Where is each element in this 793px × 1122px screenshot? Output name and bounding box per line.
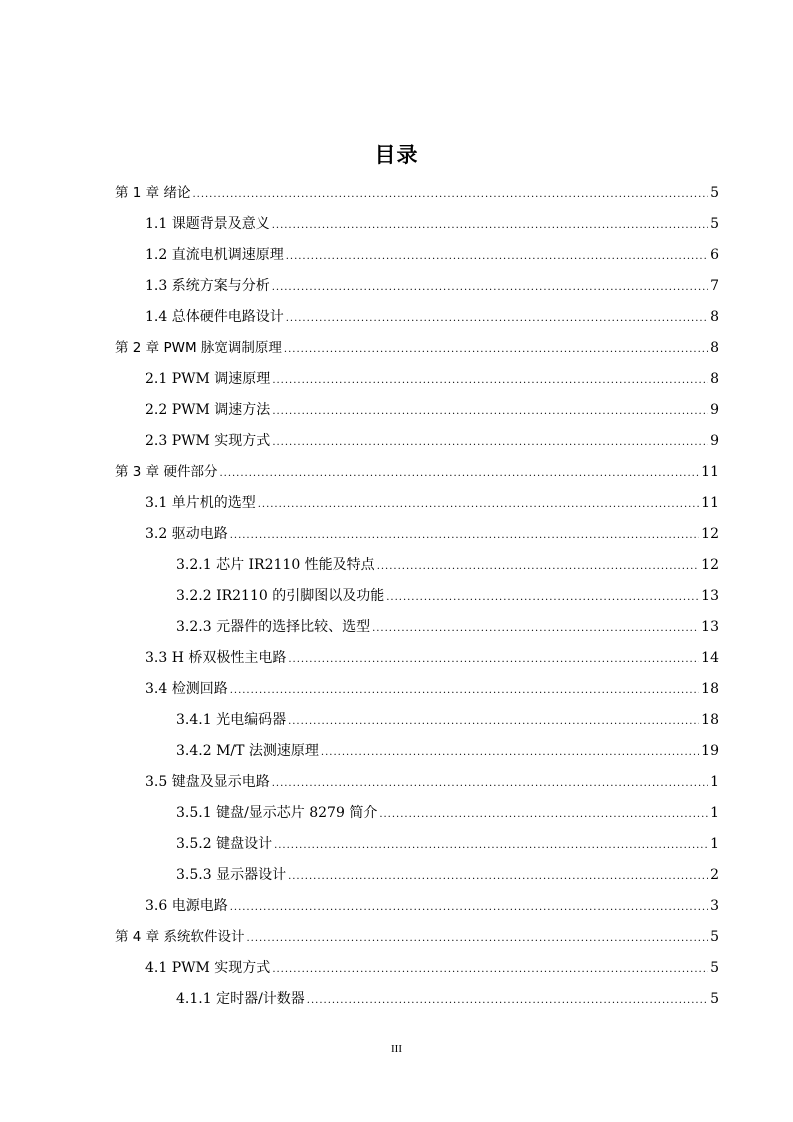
toc-entry-page-number: 5 <box>710 185 719 201</box>
page-title: 目录 <box>374 143 419 167</box>
toc-entry-label: 3.4.1 光电编码器 <box>176 712 287 728</box>
toc-entry-label: 3.2.3 元器件的选择比较、选型 <box>176 619 371 635</box>
toc-entry-label: 第 4 章 系统软件设计 <box>115 929 245 945</box>
toc-entry-label: 3.6 电源电路 <box>145 898 228 914</box>
toc-entry-page-number: 19 <box>701 743 719 759</box>
toc-dot-leader <box>286 241 708 272</box>
toc-entry-page-number: 12 <box>701 557 719 573</box>
toc-entry[interactable] <box>145 488 719 519</box>
toc-entry[interactable] <box>115 178 719 209</box>
toc-entry[interactable] <box>176 736 719 767</box>
toc-entry-page-number: 7 <box>710 278 719 294</box>
toc-dot-leader <box>377 551 699 582</box>
toc-entry-label: 1.1 课题背景及意义 <box>145 216 270 232</box>
toc-entry-label: 3.5.2 键盘设计 <box>176 836 273 852</box>
toc-dot-leader <box>372 613 699 644</box>
toc-entry-label: 第 3 章 硬件部分 <box>115 464 218 480</box>
toc-entry-page-number: 9 <box>710 433 719 449</box>
toc-dot-leader <box>321 737 699 768</box>
toc-dot-leader <box>192 179 708 210</box>
toc-entry-label: 3.3 H 桥双极性主电路 <box>145 650 287 666</box>
toc-entry-label: 3.4.2 M/T 法测速原理 <box>176 743 319 759</box>
toc-entry-page-number: 18 <box>701 681 719 697</box>
toc-entry[interactable] <box>145 953 719 984</box>
toc-dot-leader <box>272 954 708 985</box>
toc-dot-leader <box>272 768 708 799</box>
toc-entry-label: 3.5.1 键盘/显示芯片 8279 简介 <box>176 805 378 821</box>
toc-entry[interactable] <box>176 860 719 891</box>
toc-entry-page-number: 8 <box>710 309 719 325</box>
toc-entry-page-number: 8 <box>710 340 719 356</box>
toc-entry-label: 3.5.3 显示器设计 <box>176 867 287 883</box>
toc-entry[interactable] <box>145 426 719 457</box>
toc-entry[interactable] <box>115 922 719 953</box>
toc-entry[interactable] <box>145 395 719 426</box>
page-number: III <box>391 1043 402 1055</box>
toc-entry[interactable] <box>145 643 719 674</box>
toc-entry[interactable] <box>145 209 719 240</box>
toc-entry[interactable] <box>176 550 719 581</box>
toc-entry[interactable] <box>176 798 719 829</box>
toc-entry-label: 1.4 总体硬件电路设计 <box>145 309 284 325</box>
toc-entry-label: 1.2 直流电机调速原理 <box>145 247 284 263</box>
toc-dot-leader <box>219 458 699 489</box>
toc-entry-page-number: 1 <box>710 836 719 852</box>
toc-entry-label: 3.5 键盘及显示电路 <box>145 774 270 790</box>
toc-entry[interactable] <box>145 767 719 798</box>
toc-entry-page-number: 2 <box>710 867 719 883</box>
toc-dot-leader <box>272 396 708 427</box>
toc-entry-label: 3.2.1 芯片 IR2110 性能及特点 <box>176 557 375 573</box>
toc-dot-leader <box>230 675 699 706</box>
toc-dot-leader <box>272 272 708 303</box>
toc-entry-page-number: 11 <box>701 464 719 480</box>
toc-dot-leader <box>258 489 699 520</box>
toc-dot-leader <box>246 923 708 954</box>
toc-entry-page-number: 1 <box>710 774 719 790</box>
toc-entry[interactable] <box>176 581 719 612</box>
toc-entry[interactable] <box>176 984 719 1015</box>
toc-entry-page-number: 18 <box>701 712 719 728</box>
toc-entry-label: 3.2.2 IR2110 的引脚图以及功能 <box>176 588 385 604</box>
toc-entry-page-number: 1 <box>710 805 719 821</box>
toc-entry[interactable] <box>145 364 719 395</box>
toc-dot-leader <box>274 830 708 861</box>
toc-entry[interactable] <box>145 271 719 302</box>
toc-entry-label: 2.3 PWM 实现方式 <box>145 433 271 449</box>
toc-entry-label: 3.1 单片机的选型 <box>145 495 256 511</box>
toc-entry-label: 1.3 系统方案与分析 <box>145 278 270 294</box>
toc-dot-leader <box>288 706 699 737</box>
toc-entry-page-number: 13 <box>701 588 719 604</box>
toc-entry[interactable] <box>145 891 719 922</box>
toc-dot-leader <box>379 799 708 830</box>
toc-dot-leader <box>230 520 699 551</box>
toc-entry-label: 第 2 章 PWM 脉宽调制原理 <box>115 340 282 356</box>
toc-entry-page-number: 13 <box>701 619 719 635</box>
toc-dot-leader <box>230 892 708 923</box>
toc-entry-label: 第 1 章 绪论 <box>115 185 191 201</box>
toc-dot-leader <box>288 861 708 892</box>
toc-entry-label: 3.2 驱动电路 <box>145 526 228 542</box>
toc-entry[interactable] <box>145 302 719 333</box>
toc-dot-leader <box>272 427 708 458</box>
toc-dot-leader <box>286 303 708 334</box>
toc-entry[interactable] <box>145 240 719 271</box>
toc-entry[interactable] <box>176 705 719 736</box>
toc-entry-label: 2.1 PWM 调速原理 <box>145 371 271 387</box>
toc-entry-page-number: 5 <box>710 216 719 232</box>
toc-dot-leader <box>272 210 708 241</box>
toc-dot-leader <box>386 582 699 613</box>
toc-dot-leader <box>284 334 708 365</box>
toc-dot-leader <box>288 644 699 675</box>
toc-dot-leader <box>272 365 708 396</box>
toc-entry-label: 3.4 检测回路 <box>145 681 228 697</box>
toc-entry-page-number: 14 <box>701 650 719 666</box>
toc-entry-page-number: 11 <box>701 495 719 511</box>
toc-entry[interactable] <box>115 333 719 364</box>
toc-entry-page-number: 5 <box>710 960 719 976</box>
toc-entry-label: 4.1 PWM 实现方式 <box>145 960 271 976</box>
toc-entry[interactable] <box>176 612 719 643</box>
toc-dot-leader <box>307 985 708 1016</box>
toc-entry-page-number: 6 <box>710 247 719 263</box>
toc-entry-label: 4.1.1 定时器/计数器 <box>176 991 305 1007</box>
toc-entry[interactable] <box>145 674 719 705</box>
toc-entry-page-number: 5 <box>710 929 719 945</box>
toc-entry-page-number: 8 <box>710 371 719 387</box>
toc-entry-page-number: 12 <box>701 526 719 542</box>
toc-entry[interactable] <box>145 519 719 550</box>
toc-entry-label: 2.2 PWM 调速方法 <box>145 402 271 418</box>
toc-entry[interactable] <box>176 829 719 860</box>
toc-entry-page-number: 9 <box>710 402 719 418</box>
toc-entry-page-number: 5 <box>710 991 719 1007</box>
toc-entry-page-number: 3 <box>710 898 719 914</box>
toc-entry[interactable] <box>115 457 719 488</box>
